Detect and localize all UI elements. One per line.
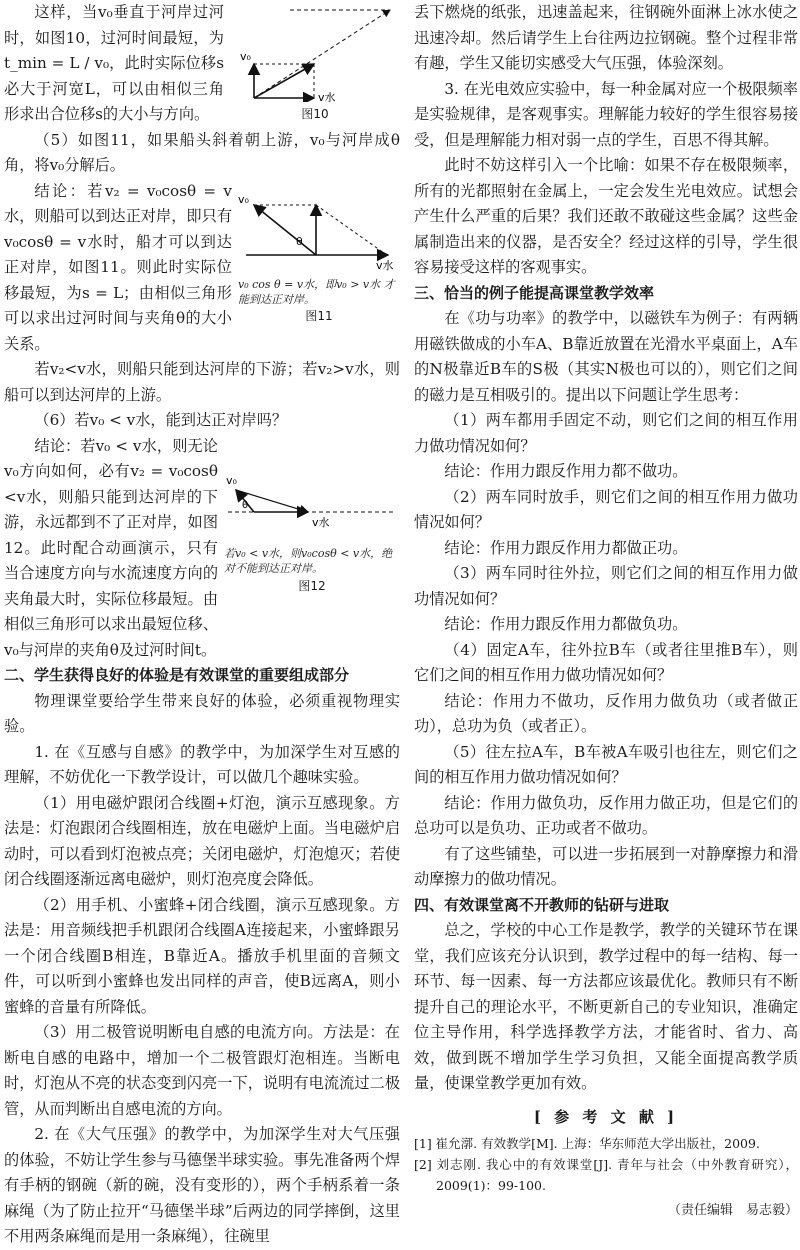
reference-2: [2] 刘志刚. 我心中的有效课堂[J]. 青年与社会（中外教育研究），2009(1)：99-100. [414, 1156, 798, 1193]
answer-3: 结论：作用力跟反作用力都做负功。 [444, 615, 688, 633]
paragraph: （6）若v₀ < v水，能到达正对岸吗？ [34, 411, 288, 429]
figure-11 [238, 183, 400, 321]
figure-12-note: 若v₀ < v水，则v₀cosθ < v水，绝对不能到达正对岸。 [224, 546, 393, 575]
references-title: [ 参 考 文 献 ] [533, 1107, 679, 1126]
figure-11-caption: 图11 [305, 308, 333, 323]
paragraph: （5）如图11，如果船头斜着朝上游，v₀与河岸成θ角，将v₀分解后。 [4, 130, 400, 174]
fig12-vs-label: v水 [312, 515, 330, 529]
paragraph: 总之，学校的中心工作是教学，教学的关键环节在课堂，我们应该充分认识到，教学过程中的每一结构、每一环节、每一因素、每一方法都应该最优化。教师只有不断提升自己的理论水平，不断更新自己的专业知识，准确定位主导作用，科学选择教学方法，才能省时、省力、高效，做到既不增加学生学习负担，又能全面提高教学质量，使课堂教学更加有效。 [414, 921, 798, 1092]
paragraph: 3. 在光电效应实验中，每一种金属对应一个极限频率是实验规律，是客观事实。理解能力较好的学生很容易接受，但是理解能力相对弱一点的学生，百思不得其解。 [414, 79, 798, 149]
paragraph: （2）用手机、小蜜蜂+闭合线圈，演示互感现象。方法是：用音频线把手机跟闭合线圈A连接起来，小蜜蜂跟另一个闭合线圈B相连，B靠近A。播放手机里面的音频文件，可以听到小蜜蜂也发出同样的声音，使B远离A，则小蜜蜂的音量有所降低。 [4, 895, 400, 1016]
paragraph: 有了这些铺垫，可以进一步拓展到一对静摩擦力和滑动摩擦力的做功情况。 [414, 844, 798, 888]
question-5: （5）往左拉A车，B车被A车吸引也往左，则它们之间的相互作用力做功情况如何？ [414, 742, 798, 786]
paragraph: 此时不妨这样引入一个比喻：如果不存在极限频率，所有的光都照射在金属上，一定会发生光电效应。试想会产生什么严重的后果？我们还敢不敢碰这些金属？这些金属制造出来的仪器，是否安全？经过这样的引导，学生很容易接受这样的客观事实。 [414, 156, 798, 276]
responsible-editor: （责任编辑 易志毅） [667, 1202, 798, 1218]
question-2: （2）两车同时放手，则它们之间的相互作用力做功情况如何？ [414, 487, 798, 531]
paragraph: （3）用二极管说明断电自感的电流方向。方法是：在断电自感的电路中，增加一个二极管跟灯泡相连。当断电时，灯泡从不亮的状态变到闪亮一下，说明有电流流过二极管，从而判断出自感电流的方向。 [4, 1023, 400, 1118]
fig11-vs-label: v水 [376, 258, 394, 272]
paragraph: 在《功与功率》的教学中，以磁铁车为例子：有两辆用磁铁做成的小车A、B靠近放置在光滑水平桌面上，A车的N极靠近B车的S极（其实N极也可以的），则它们之间的磁力是互相吸引的。提出以下问题让学生思考： [414, 309, 798, 404]
question-3: （3）两车同时往外拉，则它们之间的相互作用力做功情况如何？ [414, 564, 798, 608]
right-column [414, 0, 798, 1222]
figure-10-diagram [230, 2, 400, 102]
figure-10 [230, 2, 400, 120]
figure-12-diagram [224, 464, 400, 542]
question-1: （1）两车都用手固定不动，则它们之间的相互作用力做功情况如何？ [414, 411, 798, 455]
fig11-v0-label: v₀ [238, 192, 249, 206]
fig11-theta-label: θ [296, 234, 303, 248]
figure-12 [224, 464, 400, 614]
paragraph: 结论：若v₂ = v₀cosθ = v水，则船可以到达正对岸，即只有v₀cosθ = v水时，船才可以到达正对岸，如图11。则此时实际位移最短，为s = L；由相似三角形可以求出过河时间与夹角θ的大小关系。 [4, 181, 232, 353]
section-heading-4: 四、有效课堂离不开教师的钻研与进取 [414, 895, 670, 914]
answer-4: 结论：作用力不做功，反作用力做负功（或者做正功），总功为负（或者正）。 [414, 691, 798, 735]
fig10-vs-label: v水 [318, 91, 336, 102]
paragraph: （1）用电磁炉跟闭合线圈+灯泡，演示互感现象。方法是：灯泡跟闭合线圈相连，放在电磁炉上面。当电磁炉启动时，可以看到灯泡被点亮；关闭电磁炉，灯泡熄灭；若使闭合线圈逐渐远离电磁炉，则灯泡亮度会降低。 [4, 793, 400, 888]
figure-11-note: v₀ cos θ = v水，即v₀ > v水 才能到达正对岸。 [238, 277, 395, 306]
paragraph: 这样，当v₀垂直于河岸过河时，如图10，过河时间最短，为 t_min = L / v₀，此时实际位移s必大于河宽L，可以由相似三角形求出合位移s的大小与方向。 [4, 3, 224, 123]
answer-2: 结论：作用力跟反作用力都做正功。 [444, 538, 688, 557]
figure-11-diagram [238, 183, 400, 273]
answer-1: 结论：作用力跟反作用力都不做功。 [444, 462, 688, 480]
fig12-theta-label: θ [242, 499, 249, 511]
paragraph: 物理课堂要给学生带来良好的体验，必须重视物理实验。 [4, 691, 400, 735]
answer-5: 结论：作用力做负功，反作用力做正功，但是它们的总功可以是负功、正功或者不做功。 [414, 793, 798, 837]
figure-10-caption: 图10 [301, 107, 329, 121]
left-column [4, 0, 400, 1250]
paragraph: 若v₂<v水，则船只能到达河岸的下游；若v₂>v水，则船可以到达河岸的上游。 [4, 360, 400, 404]
fig10-v0-label: v₀ [240, 50, 251, 63]
paragraph: 1. 在《互感与自感》的教学中，为加深学生对互感的理解，不妨优化一下教学设计，可以做几个趣味实验。 [4, 742, 400, 786]
section-heading-3: 三、恰当的例子能提高课堂教学效率 [414, 283, 655, 302]
paragraph: 结论：若v₀ < v水，则无论v₀方向如何，必有v₂ = v₀cosθ <v水，则船只能到达河岸的下游，永远都到不了正对岸，如图12。此时配合动画演示，只有当合速度方向与水流速度方向的夹角最大时，实际位移最短。由相似三角形可以求出最短位移、v₀与河岸的夹角θ及过河时间t。 [4, 436, 218, 659]
question-4: （4）固定A车，往外拉B车（或者往里推B车），则它们之间的相互作用力做功情况如何？ [414, 640, 798, 684]
fig12-v0-label: v₀ [226, 473, 237, 487]
paragraph: 2. 在《大气压强》的教学中，为加深学生对大气压强的体验，不妨让学生参与马德堡半球实验。事先准备两个焊有手柄的钢碗（新的碗，没有变形的），两个手柄系着一条麻绳（为了防止拉开“马德堡半球”后两边的同学摔倒，这里不用两条麻绳而是用一条麻绳），往碗里 [4, 1125, 400, 1245]
paragraph: 丢下燃烧的纸张，迅速盖起来，往钢碗外面淋上冰水使之迅速冷却。然后请学生上台往两边拉钢碗。整个过程非常有趣，学生又能切实感受大气压强，体验深刻。 [414, 3, 798, 72]
figure-12-caption: 图12 [298, 578, 326, 593]
section-heading-2: 二、学生获得良好的体验是有效课堂的重要组成部分 [4, 666, 350, 684]
reference-1: [1] 崔允漷. 有效教学[M]. 上海：华东师范大学出版社，2009. [414, 1135, 760, 1151]
